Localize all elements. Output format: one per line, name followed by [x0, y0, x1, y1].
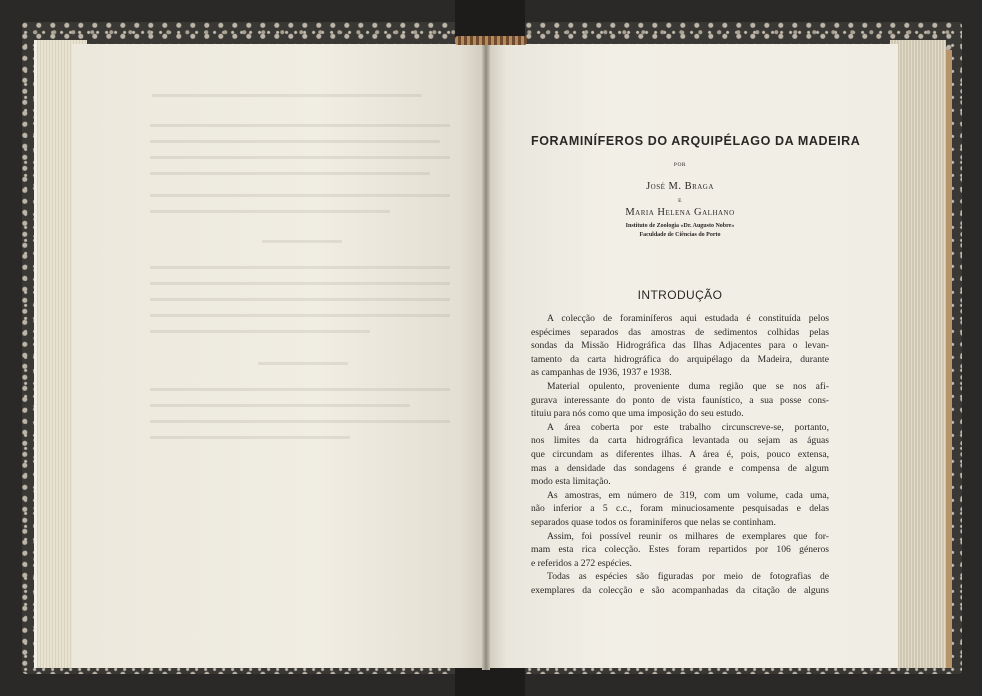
body-line: Material opulento, proveniente duma região que se nos afi-: [547, 380, 829, 392]
body-line: Todas as espécies são figuradas por meio de fotografias de: [547, 571, 829, 583]
body-line: exemplares da colecção e são acompanhadas da citação de alguns: [531, 584, 829, 596]
body-line: e referidos a 272 espécies.: [531, 557, 632, 569]
show-through-line: [150, 172, 430, 175]
body-line: separados quase todos os foraminíferos que nelas se continham.: [531, 516, 776, 528]
body-line: nos limites da carta hidrográfica levantada ou sejam as águas: [531, 435, 829, 447]
left-page: [72, 44, 485, 668]
show-through-line: [150, 330, 370, 333]
article-body: [531, 312, 829, 597]
show-through-line: [150, 404, 410, 407]
author-braga: José M. Braga: [646, 181, 714, 192]
body-line: A área coberta por este trabalho circunscreve-se, portanto,: [547, 421, 829, 433]
body-line: mam esta rica colecção. Estes foram repartidos por 106 géneros: [531, 544, 829, 556]
body-line: gurava interessante do ponto de vista faunístico, a sua posse cons-: [531, 394, 829, 406]
body-line: mas a densidade das sondagens é grande e compensa de algum: [531, 462, 829, 474]
body-line: As amostras, em número de 319, com um volume, cada uma,: [547, 489, 829, 501]
affiliation-faculty: Faculdade de Ciências do Porto: [639, 232, 721, 238]
show-through-line: [150, 388, 450, 391]
show-through-line: [150, 420, 450, 423]
show-through-line: [150, 210, 390, 213]
body-line: que circundam as diferentes ilhas. A área é, pois, pouco extensa,: [531, 448, 829, 460]
spine-top: [455, 0, 525, 40]
show-through-line: [150, 282, 450, 285]
show-through-line: [150, 194, 450, 197]
show-through-line: [150, 124, 450, 127]
by-label: POR: [673, 162, 687, 168]
show-through-line: [150, 298, 450, 301]
body-line: modo esta limitação.: [531, 476, 611, 488]
body-line: sondas da Missão Hidrográfica das Ilhas Adjacentes para o levan-: [531, 340, 829, 352]
show-through-line: [152, 94, 422, 97]
show-through-line: [150, 314, 450, 317]
section-heading: INTRODUÇÃO: [637, 288, 723, 302]
show-through-line: [150, 436, 350, 439]
book-gutter: [482, 40, 490, 670]
show-through-line: [150, 156, 450, 159]
article-title: FORAMINÍFEROS DO ARQUIPÉLAGO DA MADEIRA: [531, 134, 861, 148]
and-label: E: [678, 198, 682, 204]
show-through-line: [258, 362, 348, 365]
page-edge: [946, 50, 952, 668]
body-line: as campanhas de 1936, 1937 e 1938.: [531, 367, 672, 379]
body-line: Assim, foi possível reunir os milhares de exemplares que for-: [547, 530, 829, 542]
body-line: tamento da carta hidrográfica do arquipélago da Madeira, durante: [531, 353, 829, 365]
body-line: tituiu para nós como que uma imposição do seu estudo.: [531, 408, 744, 420]
author-galhano: Maria Helena Galhano: [625, 207, 735, 218]
affiliation-institute: Instituto de Zoologia «Dr. Augusto Nobre»: [625, 223, 735, 229]
body-line: A colecção de foraminíferos aqui estudada é constituída pelos: [547, 313, 829, 324]
show-through-line: [262, 240, 342, 243]
headband: [455, 36, 527, 45]
body-line: espécimes separados das amostras de sedimentos colhidas pelas: [531, 326, 829, 338]
body-line: não inferior a 5 c.c., foram minuciosamente pesquisadas e delas: [531, 503, 829, 515]
show-through-line: [150, 266, 450, 269]
show-through-line: [150, 140, 440, 143]
right-page-stack: [890, 40, 946, 668]
